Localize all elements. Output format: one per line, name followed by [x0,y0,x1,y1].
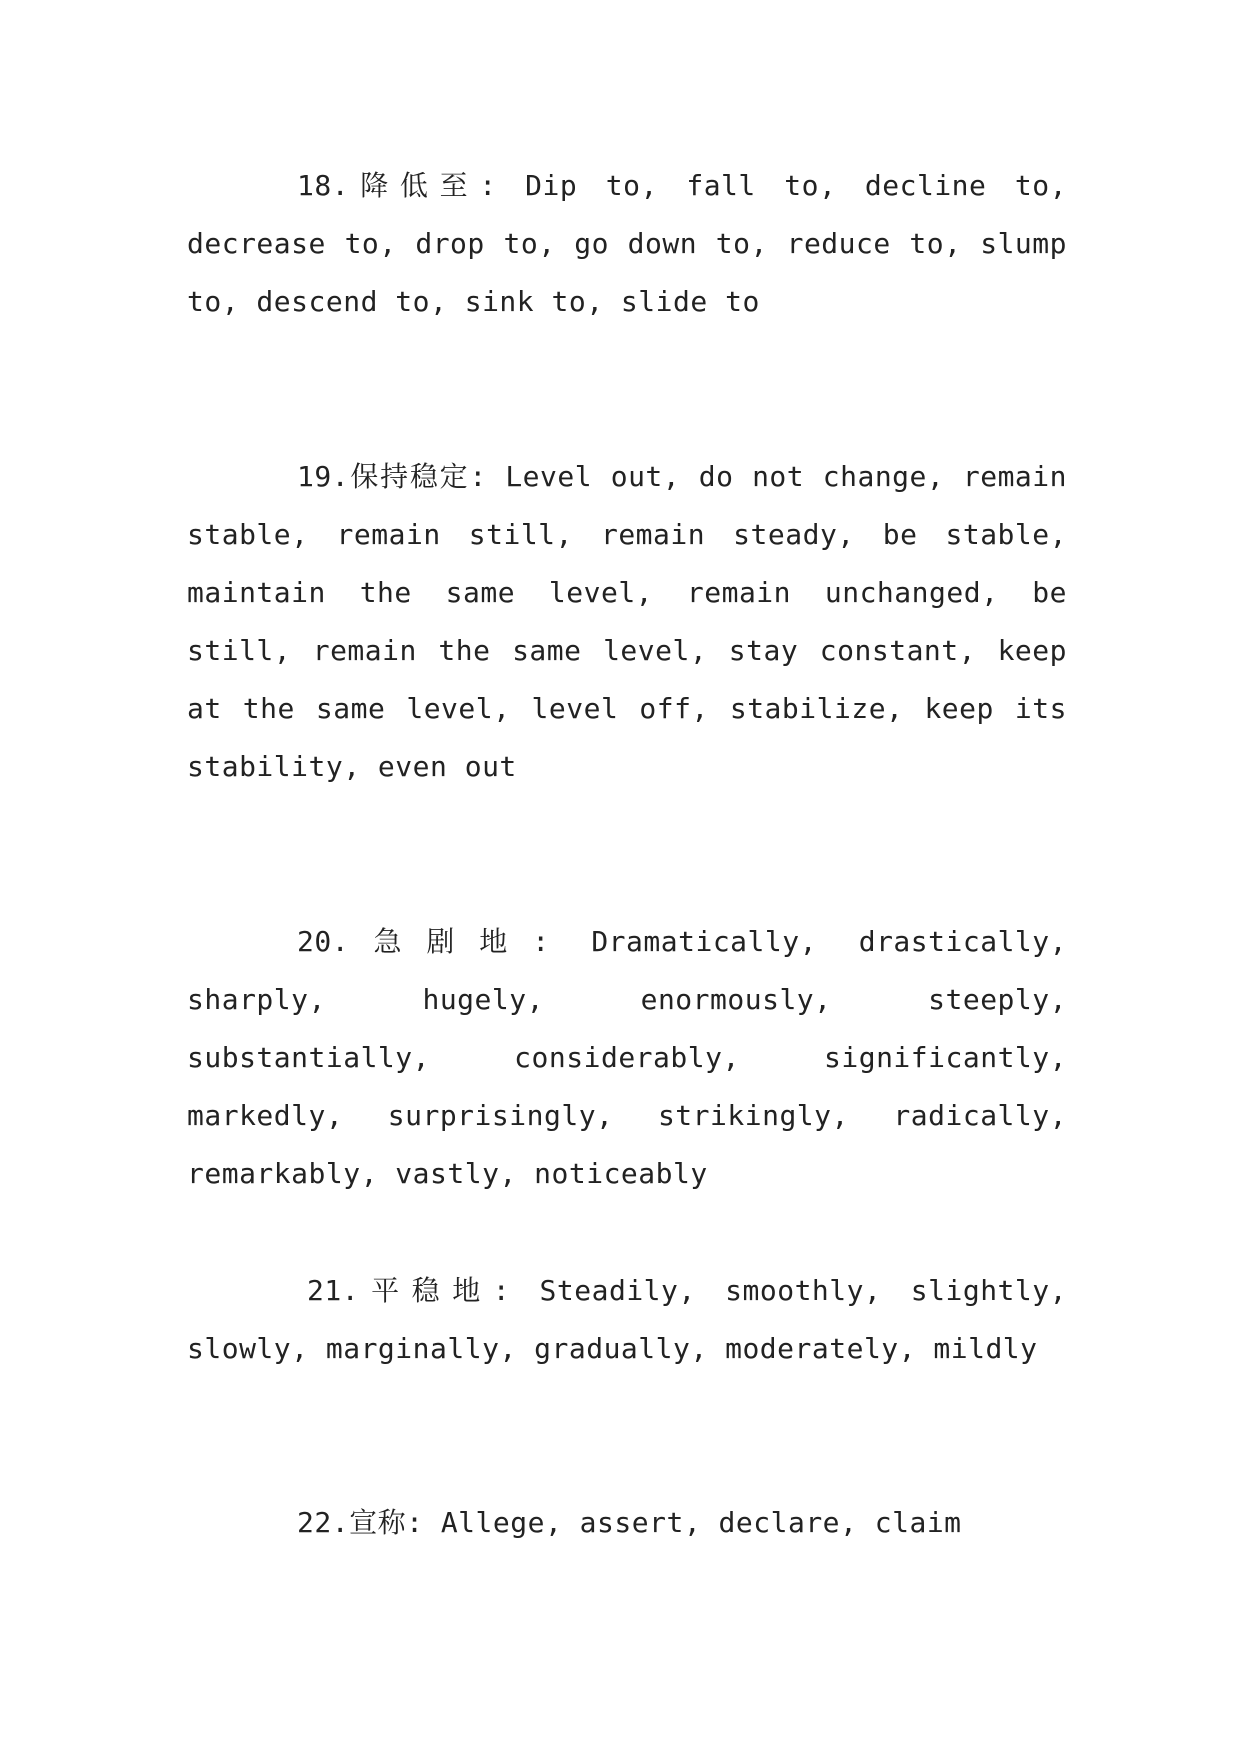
vocab-entry-20 [187,913,1067,1203]
entry-separator: : [406,1506,441,1539]
entry-term-chinese: 降低至 [349,169,480,202]
entry-term-chinese: 宣称 [349,1506,407,1539]
vocab-entry-21 [187,1262,1067,1378]
vocab-entry-18 [187,157,1067,331]
vocab-entry-19 [187,448,1067,796]
entry-term-chinese: 保持稳定 [349,460,470,493]
entry-number: 18. [297,169,350,202]
entry-number: 19. [297,460,350,493]
entry-synonyms: Steadily, smoothly, slightly, slowly, marginally, gradually, moderately, mildly [187,1274,1067,1365]
vocab-entry-22 [187,1494,1067,1552]
entry-number: 20. [297,925,350,958]
entry-term-chinese: 急剧地 [349,925,533,958]
entry-separator: : [532,925,592,958]
entry-number: 22. [297,1506,350,1539]
entry-number: 21. [307,1274,360,1307]
entry-separator: : [469,460,506,493]
entry-term-chinese: 平稳地 [359,1274,493,1307]
entry-synonyms: Level out, do not change, remain stable, remain still, remain steady, be stable, maintain the same level, remain unchanged, be still, remain the same level, stay constant, keep at the same level, level off, stabilize, keep its stability, even out [187,460,1067,783]
entry-synonyms: Dramatically, drastically, sharply, hugely, enormously, steeply, substantially, considerably, significantly, markedly, surprisingly, strikingly, radically, remarkably, vastly, noticeably [187,925,1068,1190]
entry-separator: : [492,1274,540,1307]
entry-separator: : [479,169,526,202]
entry-synonyms: Dip to, fall to, decline to, decrease to, drop to, go down to, reduce to, slump to, descend to, sink to, slide to [187,169,1067,318]
entry-synonyms: Allege, assert, declare, claim [440,1506,962,1539]
